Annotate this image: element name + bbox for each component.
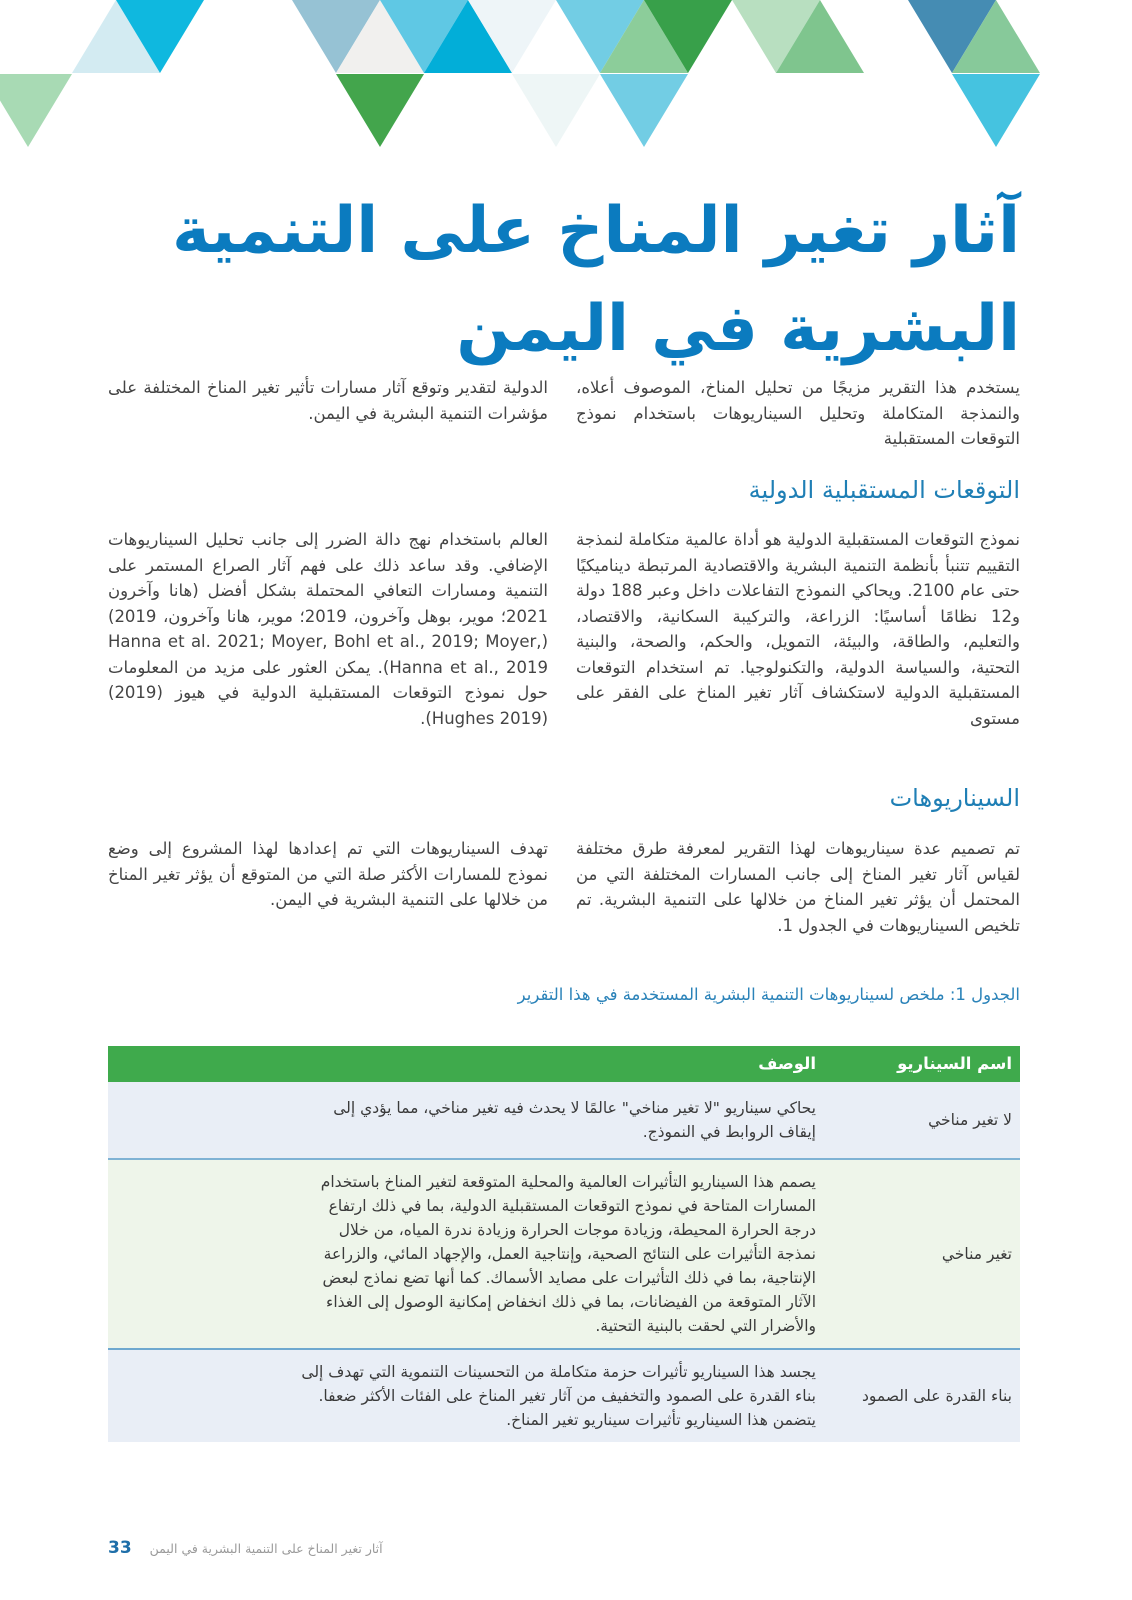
column-header-description: الوصف [108,1046,824,1082]
page-title [100,182,1020,378]
banner-triangle [600,74,688,147]
banner-triangle [952,74,1040,147]
decorative-triangle-banner [0,0,1132,160]
scenario-name-cell: تغير مناخي [824,1159,1020,1349]
page-footer [108,1538,383,1558]
banner-triangle [512,74,600,147]
table-caption: الجدول 1: ملخص لسيناريوهات التنمية البشرية المستخدمة في هذا التقرير [517,985,1020,1004]
scenario-name-cell: لا تغير مناخي [824,1082,1020,1159]
intro-paragraph-right: يستخدم هذا التقرير مزيجًا من تحليل المناخ، الموصوف أعلاه، والنمذجة المتكاملة وتحليل السيناريوهات باستخدام نموذج التوقعات المستقبلية [576,378,1020,448]
section-heading-scenarios: السيناريوهات [889,784,1020,812]
intro-paragraph-left: الدولية لتقدير وتوقع آثار مسارات تأثير تغير المناخ المختلفة على مؤشرات التنمية البشرية في اليمن. [108,378,548,423]
section-heading-ifs: التوقعات المستقبلية الدولية [748,476,1020,504]
scenario-description-cell: يصمم هذا السيناريو التأثيرات العالمية والمحلية المتوقعة لتغير المناخ باستخدام المسارات المتاحة في نموذج التوقعات المستقبلية الدولية، بما في ذلك ارتفاع درجة الحرارة المحيطة، وزيادة موجات الحرارة وزيادة ندرة المياه، من خلال نمذجة التأثيرات على النتائج الصحية، وإنتاجية العمل، والإجهاد المائي، والزراعة الإنتاجية، بما في ذلك التأثيرات على مصايد الأسماك. كما أنها تضع نماذج لبعض الآثار المتوقعة من الفيضانات، بما في ذلك انخفاض إمكانية الوصول إلى الغذاء والأضرار التي لحقت بالبنية التحتية. [108,1159,824,1349]
ifs-paragraph-left: العالم باستخدام نهج دالة الضرر إلى جانب تحليل السيناريوهات الإضافي. وقد ساعد ذلك على فهم آثار الصراع المستمر على التنمية ومسارات التعافي المحتملة بشكل أفضل (هانا وآخرون 2021؛ موير، بوهل وآخرون، 2019؛ موير، هانا وآخرون، 2019) (Hanna et al. 2021; Moyer, Bohl et al., 2019; Moyer, Hanna et al., 2019). يمكن العثور على مزيد من المعلومات حول نموذج التوقعات المستقبلية الدولية في هيوز (2019) (Hughes 2019). [108,530,548,728]
page-number: 33 [108,1538,132,1558]
page-title-line-1: آثار تغير المناخ على التنمية [172,194,1020,268]
column-header-scenario-name: اسم السيناريو [824,1046,1020,1082]
table-row [108,1082,1020,1159]
scenario-description-cell: يجسد هذا السيناريو تأثيرات حزمة متكاملة من التحسينات التنموية التي تهدف إلى بناء القدرة على الصمود والتخفيف من آثار تغير المناخ على الفئات الأكثر ضعفا. يتضمن هذا السيناريو تأثيرات سيناريو تغير المناخ. [108,1349,824,1442]
scenarios-paragraph-left: تهدف السيناريوهات التي تم إعدادها لهذا المشروع إلى وضع نموذج للمسارات الأكثر صلة التي من المتوقع أن يؤثر تغير المناخ من خلالها على التنمية البشرية في اليمن. [108,839,548,909]
table-row [108,1159,1020,1349]
page-title-line-2: البشرية في اليمن [456,292,1020,366]
table-row [108,1349,1020,1442]
banner-triangle [336,74,424,147]
banner-triangle [0,74,72,147]
scenario-name-cell: بناء القدرة على الصمود [824,1349,1020,1442]
scenarios-table [108,1046,1020,1442]
running-title: آثار تغير المناخ على التنمية البشرية في اليمن [149,1540,383,1556]
scenarios-paragraph-right: تم تصميم عدة سيناريوهات لهذا التقرير لمعرفة طرق مختلفة لقياس آثار تغير المناخ إلى جانب المسارات المختلفة التي من المحتمل أن يؤثر تغير المناخ من خلالها على التنمية البشرية. تم تلخيص السيناريوهات في الجدول 1. [576,839,1020,935]
scenario-description-cell: يحاكي سيناريو "لا تغير مناخي" عالمًا لا يحدث فيه تغير مناخي، مما يؤدي إلى إيقاف الروابط في النموذج. [108,1082,824,1159]
ifs-paragraph-right: نموذج التوقعات المستقبلية الدولية هو أداة عالمية متكاملة لنمذجة التقييم تتنبأ بأنظمة التنمية البشرية والاقتصادية المرتبطة ديناميكيًا حتى عام 2100. ويحاكي النموذج التفاعلات داخل وعبر 188 دولة و12 نظامًا أساسيًا: الزراعة، والتركيبة السكانية، والاقتصاد، والتعليم، والطاقة، والبيئة، التمويل، والحكم، والصحة، والبنية التحتية، والسياسة الدولية، والتكنولوجيا. تم استخدام التوقعات المستقبلية الدولية لاستكشاف آثار تغير المناخ على الفقر على مستوى [576,530,1020,728]
table-header-row [108,1046,1020,1082]
